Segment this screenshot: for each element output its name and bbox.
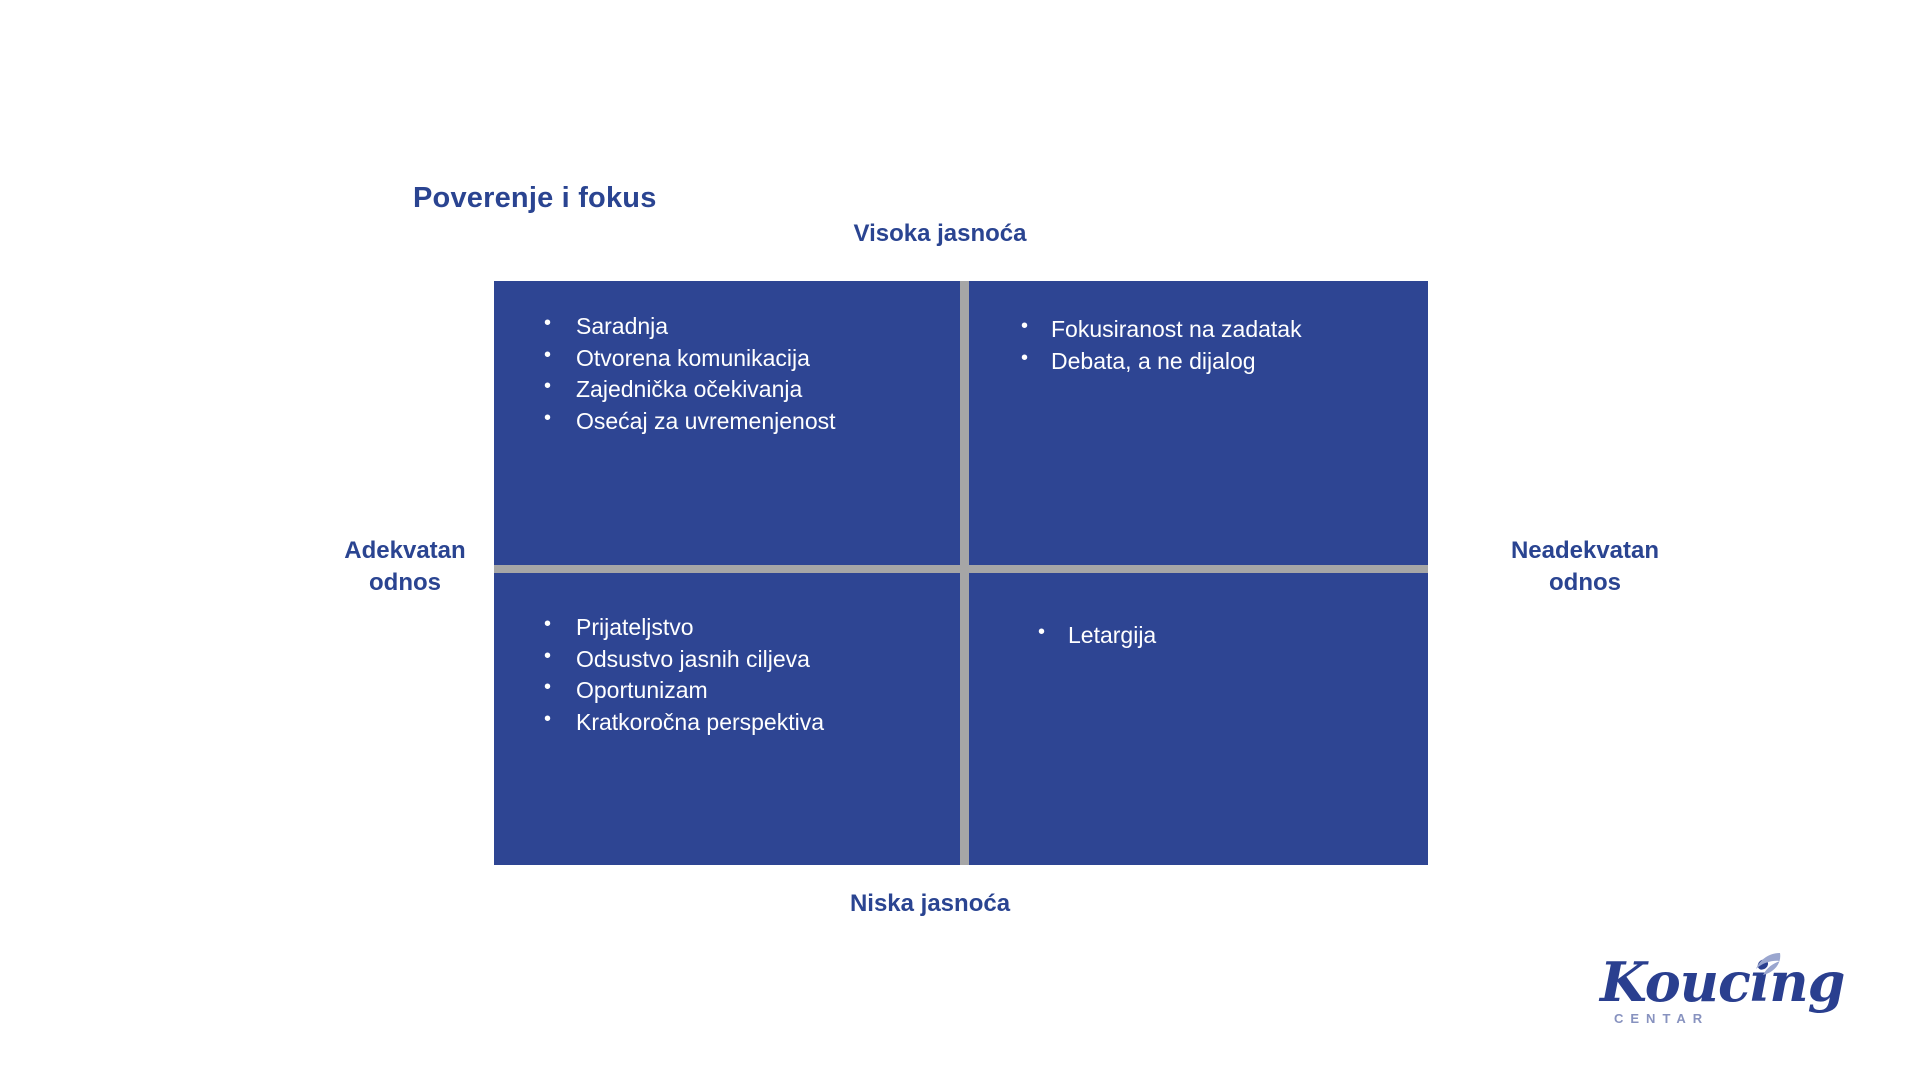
axis-label-top-text: Visoka jasnoća — [853, 220, 1027, 247]
list-item: • Letargija — [1014, 620, 1394, 652]
brand-logo-word: Koucing — [1600, 950, 1845, 1014]
quadrant-top-right-list — [999, 314, 1394, 377]
axis-label-left-line1: Adekvatan — [344, 537, 466, 564]
leaf-icon — [1750, 951, 1784, 981]
list-item: • Osećaj za uvremenjenost — [528, 406, 926, 438]
list-item: • Fokusiranost na zadatak — [999, 314, 1394, 346]
axis-label-top — [0, 220, 1920, 248]
quadrant-top-left — [494, 281, 960, 565]
axis-label-left-line2: odnos — [369, 568, 441, 596]
list-item: • Odsustvo jasnih ciljeva — [528, 644, 926, 676]
quadrant-bottom-right-list — [1014, 620, 1394, 652]
brand-logo — [1600, 950, 1845, 1040]
brand-logo-subtitle: CENTAR — [1614, 1011, 1710, 1026]
list-item: • Oportunizam — [528, 675, 926, 707]
quadrant-bottom-left-list — [528, 612, 926, 738]
quadrant-top-left-list — [528, 311, 926, 437]
axis-label-bottom — [0, 890, 1920, 918]
list-item: • Debata, a ne dijalog — [999, 346, 1394, 378]
axis-label-right-line2: odnos — [1549, 568, 1621, 596]
list-item: • Saradnja — [528, 311, 926, 343]
quadrant-matrix — [494, 281, 1428, 865]
quadrant-top-right — [969, 281, 1428, 565]
axis-label-right-line1: Neadekvatan — [1510, 537, 1660, 564]
axis-label-bottom-text: Niska jasnoća — [849, 890, 1011, 917]
axis-label-right — [1470, 535, 1700, 598]
quadrant-bottom-left — [494, 573, 960, 865]
list-item: • Otvorena komunikacija — [528, 343, 926, 375]
axis-label-left — [305, 535, 505, 598]
page-title: Poverenje i fokus — [413, 182, 657, 214]
list-item: • Prijateljstvo — [528, 612, 926, 644]
list-item: • Kratkoročna perspektiva — [528, 707, 926, 739]
quadrant-bottom-right — [969, 573, 1428, 865]
list-item: • Zajednička očekivanja — [528, 374, 926, 406]
